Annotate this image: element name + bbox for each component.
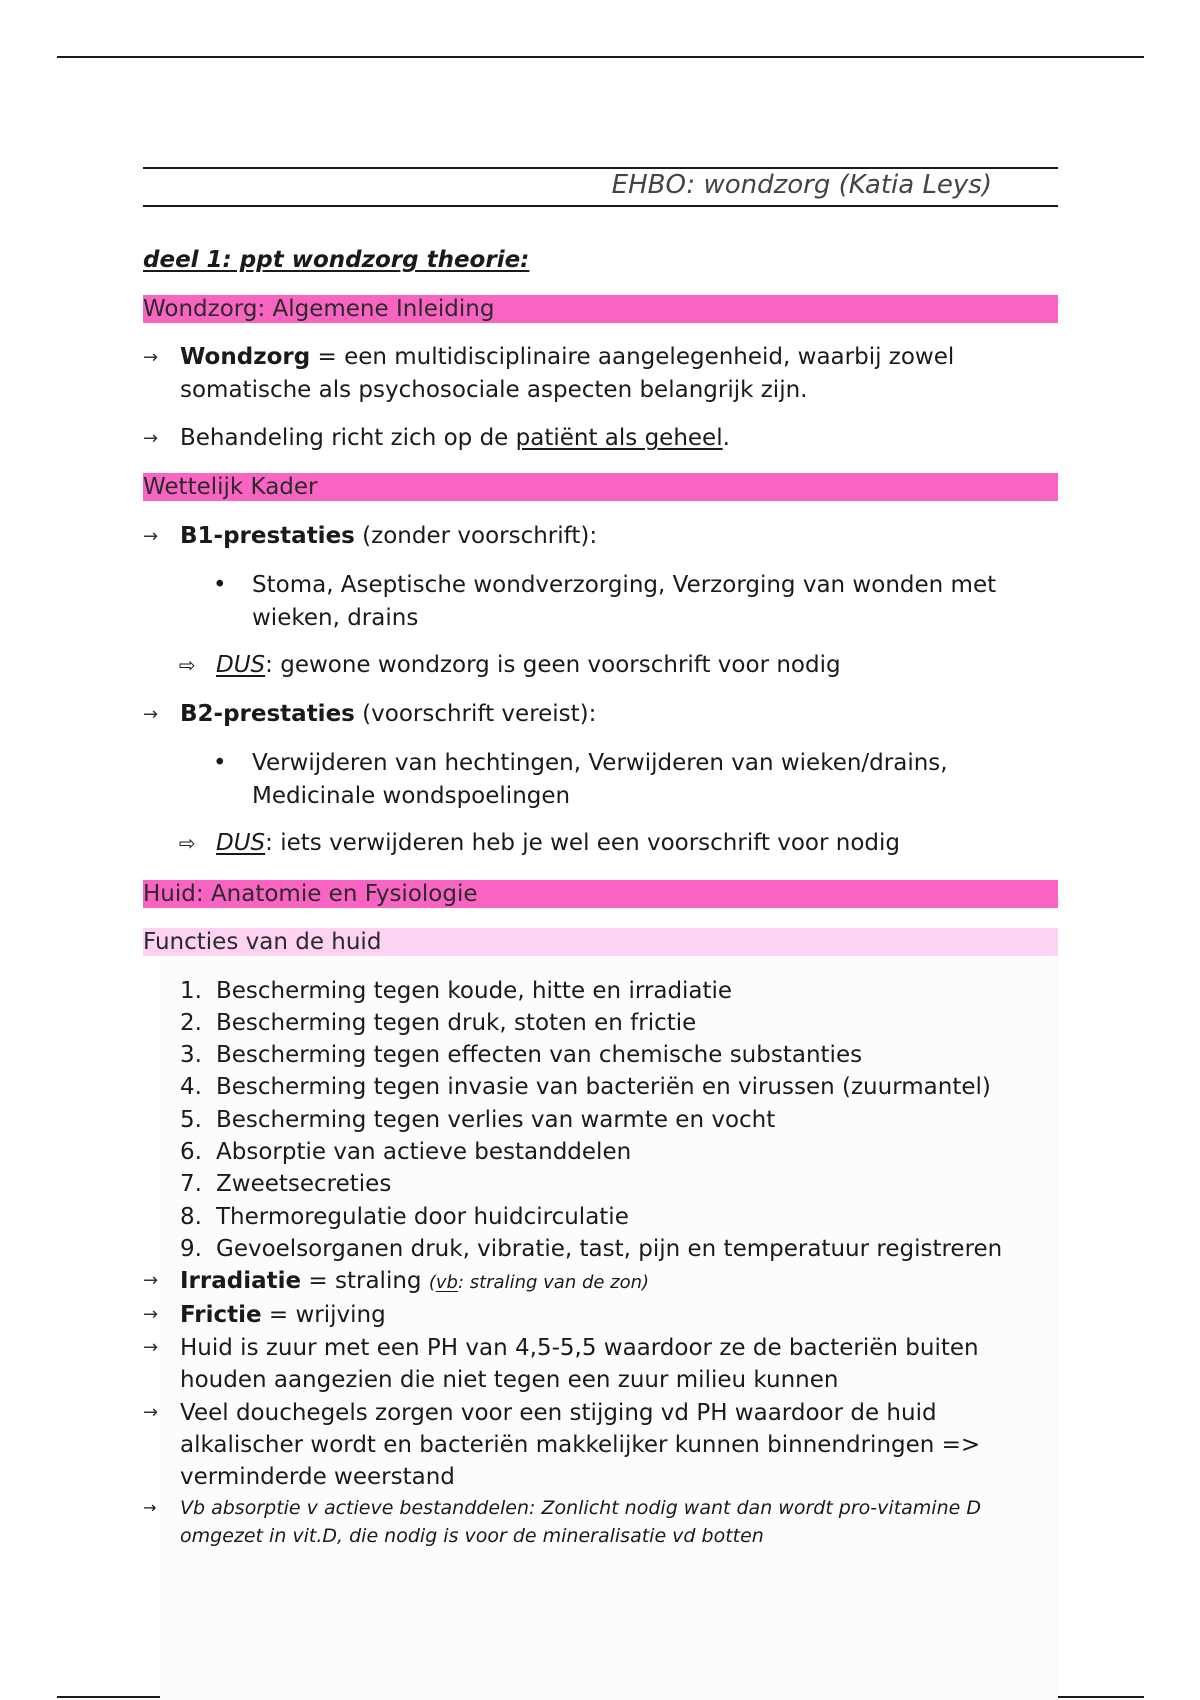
term-irradiatie: Irradiatie <box>180 1268 302 1294</box>
note-frictie: → Frictie = wrijving <box>143 1299 1058 1331</box>
section-heading-inleiding: Wondzorg: Algemene Inleiding <box>143 295 1058 323</box>
section-heading-huid: Huid: Anatomie en Fysiologie <box>143 880 1058 908</box>
dus-label: DUS <box>216 830 266 856</box>
underlined-phrase: patiënt als geheel <box>515 425 723 451</box>
bullet-b2: • Verwijderen van hechtingen, Verwijderen van wieken/drains, Medicinale wondspoelingen <box>143 747 1058 813</box>
header-bottom-rule <box>143 205 1058 207</box>
arrow-icon: → <box>143 1498 157 1517</box>
note-zuur: → Huid is zuur met een PH van 4,5-5,5 waardoor ze de bacteriën buiten houden aangezien die niet tegen een zuur milieu kunnen <box>143 1332 1058 1396</box>
document-body <box>143 0 1058 1700</box>
note-douchegels: → Veel douchegels zorgen voor een stijging vd PH waardoor de huid alkalischer wordt en bacteriën makkelijker kunnen binnendringen => verminderde weerstand <box>143 1397 1058 1493</box>
list-item-b2: → B2-prestaties (voorschrift vereist): <box>143 698 1058 731</box>
bullet-b1: • Stoma, Aseptische wondverzorging, Verzorging van wonden met wieken, drains <box>143 569 1058 635</box>
part-title: deel 1: ppt wondzorg theorie: <box>143 247 530 273</box>
conclusion-b2: ⇨ DUS: iets verwijderen heb je wel een voorschrift voor nodig <box>143 827 1058 860</box>
function-item: 7. Zweetsecreties <box>180 1171 392 1197</box>
arrow-icon: → <box>143 1304 159 1325</box>
arrow-icon: → <box>143 1337 159 1358</box>
arrow-icon: → <box>143 1270 159 1291</box>
list-item-wondzorg: → Wondzorg = een multidisciplinaire aangelegenheid, waarbij zowel somatische als psychosociale aspecten belangrijk zijn. <box>143 341 1058 407</box>
bullet-icon: • <box>213 572 227 598</box>
arrow-icon: → <box>143 428 159 449</box>
right-arrow-icon: ⇨ <box>179 653 196 677</box>
list-item-b1: → B1-prestaties (zonder voorschrift): <box>143 520 1058 553</box>
arrow-icon: → <box>143 1402 159 1423</box>
function-item: 6. Absorptie van actieve bestanddelen <box>180 1139 632 1165</box>
function-item: 8. Thermoregulatie door huidcirculatie <box>180 1204 629 1230</box>
section-heading-kader: Wettelijk Kader <box>143 473 1058 501</box>
dus-label: DUS <box>216 652 266 678</box>
function-item: 5. Bescherming tegen verlies van warmte en vocht <box>180 1107 776 1133</box>
arrow-icon: → <box>143 704 159 725</box>
term-wondzorg: Wondzorg <box>180 344 311 370</box>
bullet-icon: • <box>213 750 227 776</box>
function-item: 9. Gevoelsorganen druk, vibratie, tast, pijn en temperatuur registreren <box>180 1236 1003 1262</box>
list-item-behandeling: → Behandeling richt zich op de patiënt als geheel. <box>143 422 1058 455</box>
right-arrow-icon: ⇨ <box>179 831 196 855</box>
arrow-icon: → <box>143 347 159 368</box>
note-absorptie: → Vb absorptie v actieve bestanddelen: Zonlicht nodig want dan wordt pro-vitamine D omgezet in vit.D, die nodig is voor de mineralisatie vd botten <box>143 1494 1058 1550</box>
function-item: 3. Bescherming tegen effecten van chemische substanties <box>180 1042 863 1068</box>
term-b2: B2-prestaties <box>180 701 355 727</box>
arrow-icon: → <box>143 526 159 547</box>
document-header: EHBO: wondzorg (Katia Leys) <box>611 170 992 200</box>
term-frictie: Frictie <box>180 1302 262 1328</box>
header-top-rule <box>143 167 1058 169</box>
function-item: 2. Bescherming tegen druk, stoten en frictie <box>180 1010 697 1036</box>
note-irradiatie: → Irradiatie = straling (vb: straling van de zon) <box>143 1265 1058 1297</box>
function-item: 4. Bescherming tegen invasie van bacteriën en virussen (zuurmantel) <box>180 1074 991 1100</box>
conclusion-b1: ⇨ DUS: gewone wondzorg is geen voorschrift voor nodig <box>143 649 1058 682</box>
function-item: 1. Bescherming tegen koude, hitte en irradiatie <box>180 978 733 1004</box>
subsection-heading-functies: Functies van de huid <box>143 928 1058 956</box>
term-b1: B1-prestaties <box>180 523 355 549</box>
